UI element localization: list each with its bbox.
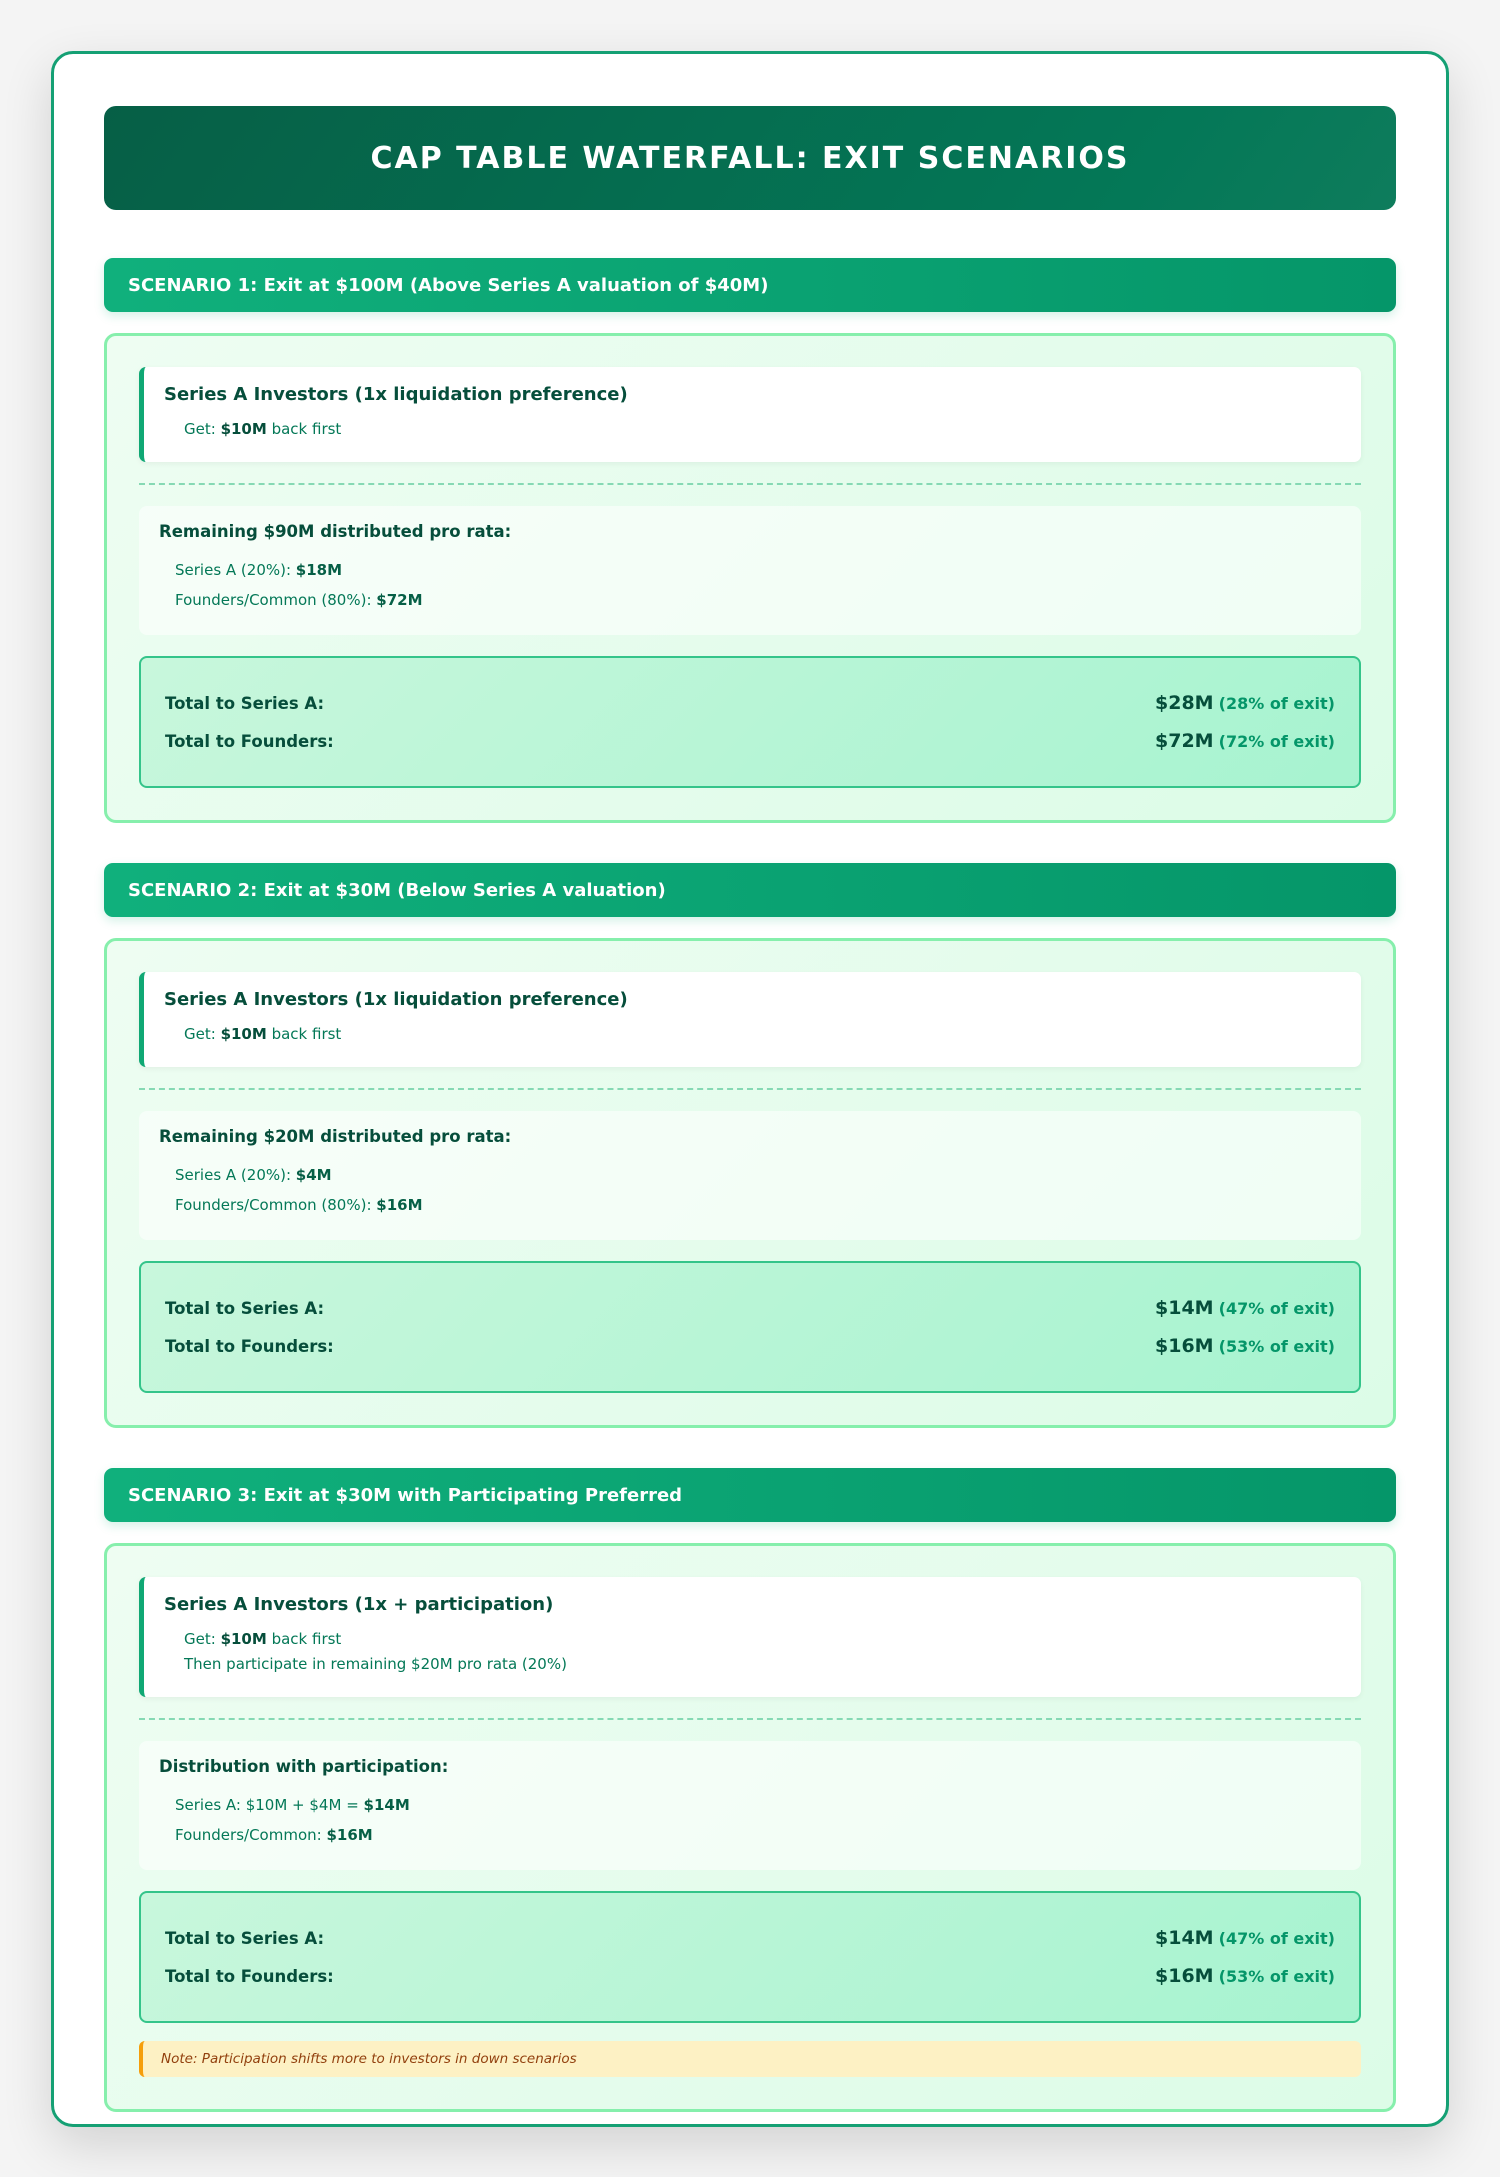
distribution-line (159, 585, 1341, 615)
get-suffix: back first (266, 1630, 342, 1648)
distribution-label: Founders/Common: (175, 1826, 327, 1844)
total-amount (1155, 1335, 1335, 1357)
get-suffix: back first (266, 420, 342, 438)
distribution-value: $18M (295, 561, 343, 579)
investor-title: Series A Investors (1x liquidation preference) (164, 384, 628, 405)
total-value: $72M (1155, 730, 1214, 752)
investor-card (139, 367, 1361, 462)
total-percent: (53% of exit) (1218, 1337, 1335, 1356)
distribution-box (139, 1741, 1361, 1870)
total-percent: (53% of exit) (1218, 1967, 1335, 1986)
distribution-value: $4M (295, 1166, 332, 1184)
get-suffix: back first (266, 1025, 342, 1043)
scenario-1-header: SCENARIO 1: Exit at $100M (Above Series A valuation of $40M) (104, 258, 1396, 312)
scenario-1-box (104, 333, 1396, 823)
distribution-value: $14M (363, 1796, 410, 1814)
distribution-label: Series A (20%): (175, 561, 296, 579)
investor-card (139, 972, 1361, 1067)
waterfall-card (51, 51, 1449, 2127)
distribution-line (159, 555, 1341, 585)
distribution-line (159, 1820, 1341, 1850)
investor-participation-line: Then participate in remaining $20M pro rata (20%) (184, 1655, 567, 1673)
total-value: $14M (1155, 1927, 1214, 1949)
get-amount: $10M (220, 1630, 267, 1648)
distribution-line (159, 1790, 1341, 1820)
total-value: $16M (1155, 1335, 1214, 1357)
total-amount (1155, 692, 1335, 714)
total-label: Total to Series A: (165, 1298, 325, 1318)
distribution-value: $16M (326, 1826, 373, 1844)
total-percent: (47% of exit) (1218, 1929, 1335, 1948)
distribution-label: Series A: $10M + $4M = (175, 1796, 364, 1814)
scenario-2-box (104, 938, 1396, 1428)
total-value: $16M (1155, 1965, 1214, 1987)
totals-box (139, 1891, 1361, 2023)
get-prefix: Get: (184, 420, 221, 438)
total-row-series-a (165, 1289, 1335, 1327)
investor-get-line (164, 1022, 1341, 1047)
total-amount (1155, 1927, 1335, 1949)
total-label: Total to Founders: (165, 1336, 334, 1356)
total-amount (1155, 1965, 1335, 1987)
total-amount (1155, 730, 1335, 752)
distribution-label: Series A (20%): (175, 1166, 296, 1184)
distribution-label: Founders/Common (80%): (175, 591, 377, 609)
investor-card (139, 1577, 1361, 1697)
total-label: Total to Series A: (165, 1928, 325, 1948)
distribution-line (159, 1160, 1341, 1190)
total-value: $14M (1155, 1297, 1214, 1319)
divider (139, 483, 1361, 485)
scenario-2-header: SCENARIO 2: Exit at $30M (Below Series A valuation) (104, 863, 1396, 917)
divider (139, 1088, 1361, 1090)
investor-get-line (164, 1627, 1341, 1652)
totals-box (139, 1261, 1361, 1393)
participation-note: Note: Participation shifts more to investors in down scenarios (139, 2041, 1361, 2077)
total-value: $28M (1155, 692, 1214, 714)
total-row-series-a (165, 684, 1335, 722)
divider (139, 1718, 1361, 1720)
totals-box (139, 656, 1361, 788)
scenario-3-header: SCENARIO 3: Exit at $30M with Participating Preferred (104, 1468, 1396, 1522)
total-amount (1155, 1297, 1335, 1319)
distribution-title: Remaining $20M distributed pro rata: (159, 1127, 512, 1146)
distribution-box (139, 506, 1361, 635)
scenario-3-box (104, 1543, 1396, 2112)
distribution-value: $16M (376, 1196, 423, 1214)
distribution-box (139, 1111, 1361, 1240)
total-row-founders (165, 1957, 1335, 1995)
get-prefix: Get: (184, 1025, 221, 1043)
total-percent: (47% of exit) (1218, 1299, 1335, 1318)
total-label: Total to Founders: (165, 1966, 334, 1986)
distribution-title: Remaining $90M distributed pro rata: (159, 522, 512, 541)
get-prefix: Get: (184, 1630, 221, 1648)
total-row-founders (165, 1327, 1335, 1365)
distribution-label: Founders/Common (80%): (175, 1196, 377, 1214)
total-percent: (72% of exit) (1218, 732, 1335, 751)
total-label: Total to Series A: (165, 693, 325, 713)
distribution-value: $72M (376, 591, 423, 609)
page-title: CAP TABLE WATERFALL: EXIT SCENARIOS (104, 106, 1396, 210)
get-amount: $10M (220, 420, 267, 438)
investor-title: Series A Investors (1x liquidation preference) (164, 989, 628, 1010)
total-row-founders (165, 722, 1335, 760)
total-row-series-a (165, 1919, 1335, 1957)
distribution-title: Distribution with participation: (159, 1757, 449, 1776)
investor-get-line (164, 417, 1341, 442)
investor-title: Series A Investors (1x + participation) (164, 1594, 554, 1615)
get-amount: $10M (220, 1025, 267, 1043)
distribution-line (159, 1190, 1341, 1220)
total-percent: (28% of exit) (1218, 694, 1335, 713)
total-label: Total to Founders: (165, 731, 334, 751)
